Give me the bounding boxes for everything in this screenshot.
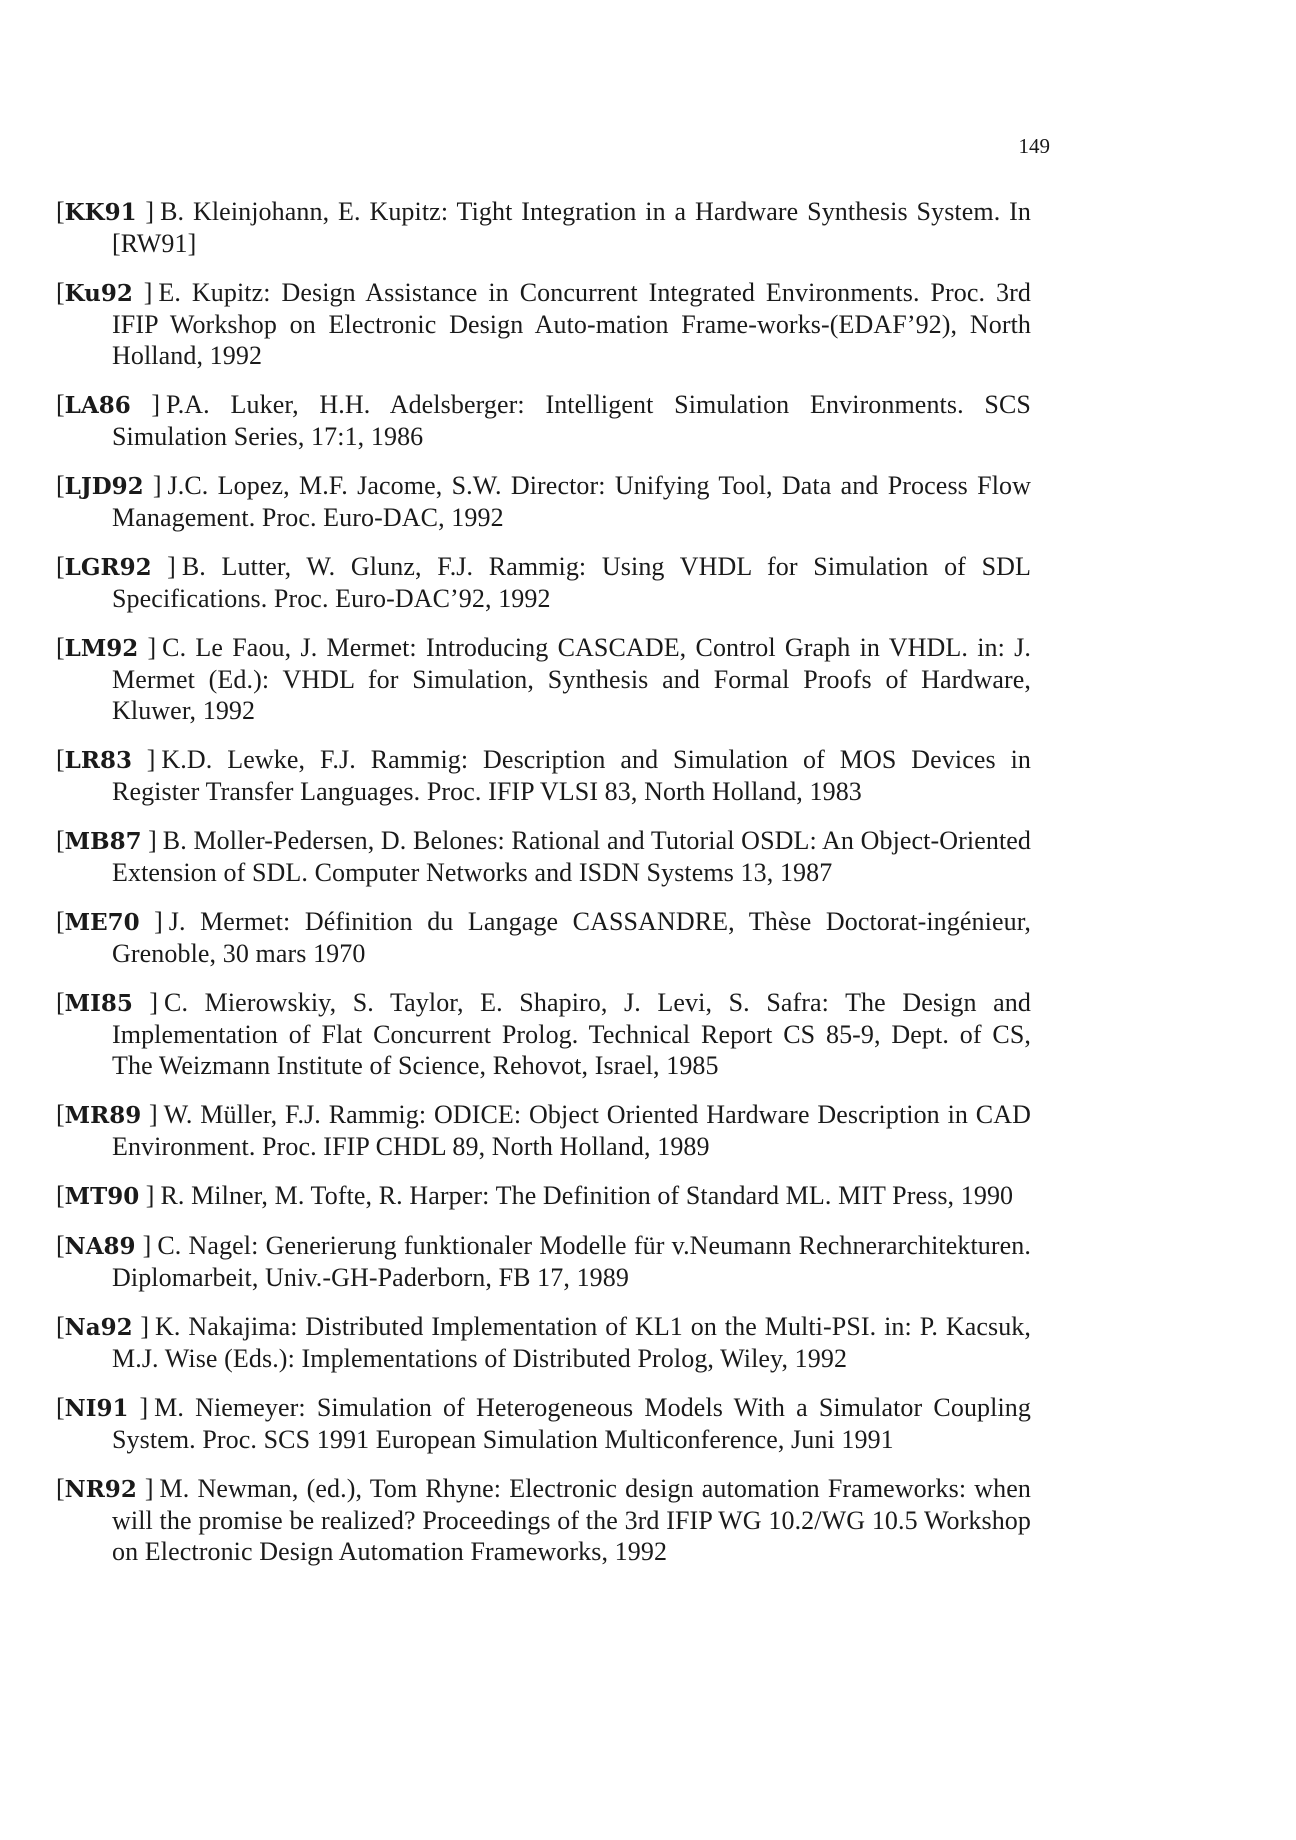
reference-text: B. Lutter, W. Glunz, F.J. Rammig: Using VHDL for Simulation of SDL Specifications. Proc. Euro-DAC’92, 1992: [112, 552, 1032, 613]
reference-key: ME70: [64, 909, 140, 936]
reference-key: MI85: [64, 990, 133, 1017]
reference-item: [LR83 ] K.D. Lewke, F.J. Rammig: Description and Simulation of MOS Devices in Register Transfer Languages. Proc. IFIP VLSI 83, North Holland, 1983: [56, 745, 1032, 806]
reference-item: [LJD92 ] J.C. Lopez, M.F. Jacome, S.W. Director: Unifying Tool, Data and Process Flow Management. Proc. Euro-DAC, 1992: [56, 471, 1032, 532]
reference-item: [LM92 ] C. Le Faou, J. Mermet: Introducing CASCADE, Control Graph in VHDL. in: J. Mermet (Ed.): VHDL for Simulation, Synthesis and Formal Proofs of Hardware, Kluwer, 1992: [56, 633, 1032, 725]
reference-key: LM92: [64, 635, 139, 662]
reference-key: NI91: [64, 1395, 129, 1422]
reference-text: M. Niemeyer: Simulation of Heterogeneous Models With a Simulator Coupling System. Proc. SCS 1991 European Simulation Multiconference, Juni 1991: [112, 1393, 1031, 1454]
reference-key: Na92: [64, 1314, 133, 1341]
reference-text: C. Nagel: Generierung funktionaler Modelle für v.Neumann Rechnerarchitekturen. Diplomarbeit, Univ.-GH-Paderborn, FB 17, 1989: [112, 1231, 1031, 1292]
reference-text: C. Le Faou, J. Mermet: Introducing CASCADE, Control Graph in VHDL. in: J. Mermet (Ed.): VHDL for Simulation, Synthesis and Formal Proofs of Hardware, Kluwer, 1992: [112, 633, 1032, 725]
reference-key: MB87: [64, 828, 142, 855]
reference-text: K.D. Lewke, F.J. Rammig: Description and Simulation of MOS Devices in Register Transfer Languages. Proc. IFIP VLSI 83, North Holland, 1983: [112, 745, 1032, 806]
reference-item: [MB87 ] B. Moller-Pedersen, D. Belones: Rational and Tutorial OSDL: An Object-Oriented Extension of SDL. Computer Networks and ISDN Systems 13, 1987: [56, 826, 1032, 887]
reference-text: R. Milner, M. Tofte, R. Harper: The Definition of Standard ML. MIT Press, 1990: [160, 1181, 1014, 1210]
reference-key: KK91: [64, 199, 137, 226]
reference-key: LGR92: [64, 554, 152, 581]
reference-item: [NR92 ] M. Newman, (ed.), Tom Rhyne: Electronic design automation Frameworks: when will the promise be realized? Proceedings of the 3rd IFIP WG 10.2/WG 10.5 Workshop on Electronic Design Automation Frameworks, 1992: [56, 1474, 1032, 1566]
reference-text: M. Newman, (ed.), Tom Rhyne: Electronic design automation Frameworks: when will the promise be realized? Proceedings of the 3rd IFIP WG 10.2/WG 10.5 Workshop on Electronic Design Automation Frameworks, 1992: [112, 1474, 1032, 1566]
page-number: 149: [1018, 134, 1050, 158]
reference-item: [NA89 ] C. Nagel: Generierung funktionaler Modelle für v.Neumann Rechnerarchitekturen. Diplomarbeit, Univ.-GH-Paderborn, FB 17, 1989: [56, 1231, 1031, 1292]
reference-text: C. Mierowskiy, S. Taylor, E. Shapiro, J. Levi, S. Safra: The Design and Implementation of Flat Concurrent Prolog. Technical Report CS 85-9, Dept. of CS, The Weizmann Institute of Science, Rehovot, Israel, 1985: [112, 988, 1031, 1080]
reference-text: P.A. Luker, H.H. Adelsberger: Intelligent Simulation Environments. SCS Simulation Series, 17:1, 1986: [112, 390, 1031, 451]
reference-key: LR83: [64, 747, 132, 774]
reference-text: W. Müller, F.J. Rammig: ODICE: Object Oriented Hardware Description in CAD Environment. Proc. IFIP CHDL 89, North Holland, 1989: [112, 1100, 1031, 1161]
reference-key: LJD92: [64, 473, 144, 500]
reference-item: [MT90 ] R. Milner, M. Tofte, R. Harper: The Definition of Standard ML. MIT Press, 1990: [56, 1181, 1014, 1210]
reference-list: [56, 196, 1031, 1585]
reference-text: J.C. Lopez, M.F. Jacome, S.W. Director: Unifying Tool, Data and Process Flow Management. Proc. Euro-DAC, 1992: [112, 471, 1032, 532]
reference-key: MT90: [64, 1183, 140, 1210]
reference-item: [Ku92 ] E. Kupitz: Design Assistance in Concurrent Integrated Environments. Proc. 3rd IFIP Workshop on Electronic Design Auto-mation Frame-works-(EDAF’92), North Holland, 1992: [56, 278, 1032, 370]
reference-text: K. Nakajima: Distributed Implementation of KL1 on the Multi-PSI. in: P. Kacsuk, M.J. Wise (Eds.): Implementations of Distributed Prolog, Wiley, 1992: [112, 1312, 1032, 1373]
reference-item: [LA86 ] P.A. Luker, H.H. Adelsberger: Intelligent Simulation Environments. SCS Simulation Series, 17:1, 1986: [56, 390, 1031, 451]
reference-item: [ME70 ] J. Mermet: Définition du Langage CASSANDRE, Thèse Doctorat-ingénieur, Grenoble, 30 mars 1970: [56, 907, 1032, 968]
reference-key: NA89: [64, 1233, 136, 1260]
reference-text: B. Kleinjohann, E. Kupitz: Tight Integration in a Hardware Synthesis System. In [RW91]: [112, 197, 1032, 258]
reference-item: [NI91 ] M. Niemeyer: Simulation of Heterogeneous Models With a Simulator Coupling System. Proc. SCS 1991 European Simulation Multiconference, Juni 1991: [56, 1393, 1031, 1454]
reference-key: NR92: [64, 1476, 137, 1503]
reference-item: [LGR92 ] B. Lutter, W. Glunz, F.J. Rammig: Using VHDL for Simulation of SDL Specifications. Proc. Euro-DAC’92, 1992: [56, 552, 1032, 613]
reference-key: MR89: [64, 1102, 142, 1129]
reference-item: [MR89 ] W. Müller, F.J. Rammig: ODICE: Object Oriented Hardware Description in CAD Environment. Proc. IFIP CHDL 89, North Holland, 1989: [56, 1100, 1031, 1161]
reference-key: Ku92: [64, 280, 133, 307]
reference-item: [KK91 ] B. Kleinjohann, E. Kupitz: Tight Integration in a Hardware Synthesis System. In [RW91]: [56, 197, 1032, 258]
reference-item: [Na92 ] K. Nakajima: Distributed Implementation of KL1 on the Multi-PSI. in: P. Kacsuk, M.J. Wise (Eds.): Implementations of Distributed Prolog, Wiley, 1992: [56, 1312, 1032, 1373]
reference-text: E. Kupitz: Design Assistance in Concurrent Integrated Environments. Proc. 3rd IFIP Workshop on Electronic Design Auto-mation Frame-works-(EDAF’92), North Holland, 1992: [112, 278, 1032, 370]
reference-item: [MI85 ] C. Mierowskiy, S. Taylor, E. Shapiro, J. Levi, S. Safra: The Design and Implementation of Flat Concurrent Prolog. Technical Report CS 85-9, Dept. of CS, The Weizmann Institute of Science, Rehovot, Israel, 1985: [56, 988, 1031, 1080]
reference-key: LA86: [64, 392, 131, 419]
reference-text: J. Mermet: Définition du Langage CASSANDRE, Thèse Doctorat-ingénieur, Grenoble, 30 mars 1970: [112, 907, 1032, 968]
reference-text: B. Moller-Pedersen, D. Belones: Rational and Tutorial OSDL: An Object-Oriented Extension of SDL. Computer Networks and ISDN Systems 13, 1987: [112, 826, 1032, 887]
